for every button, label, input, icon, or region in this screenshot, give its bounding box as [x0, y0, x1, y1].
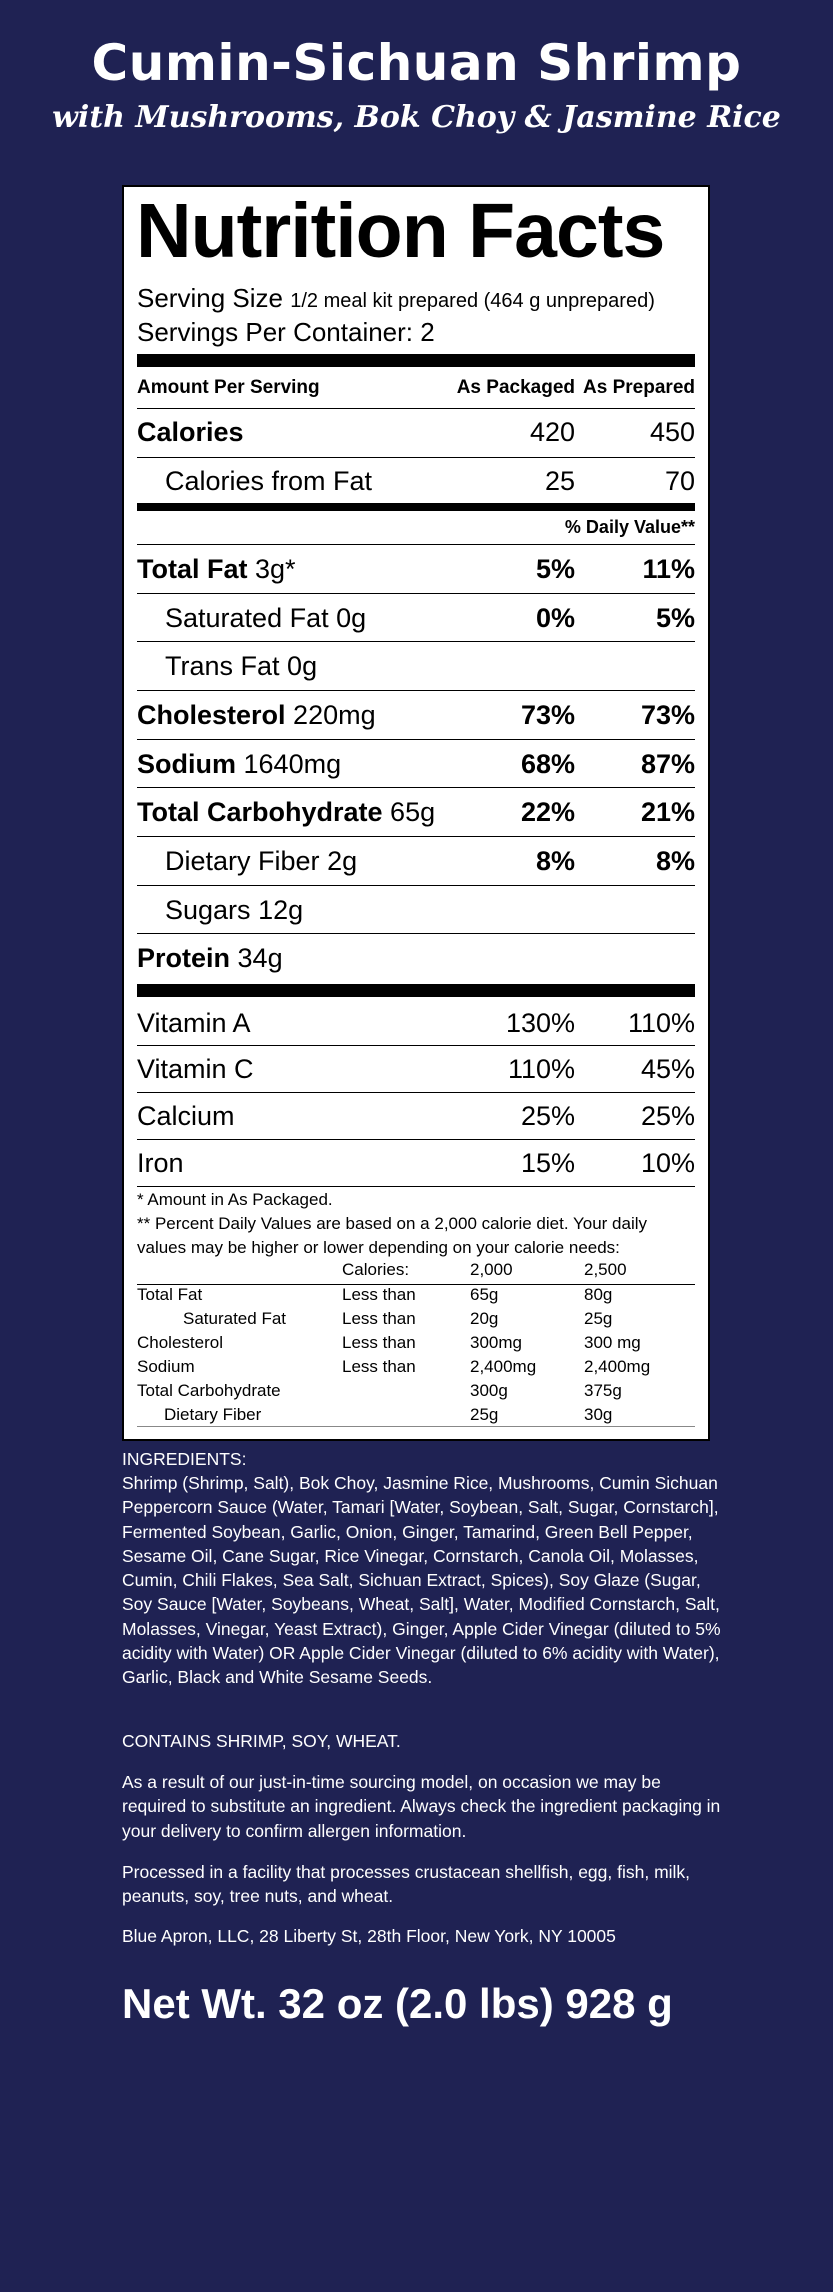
nutrient-amount: 2g — [327, 846, 358, 876]
divider — [137, 885, 695, 886]
nutrient-name: Trans Fat — [165, 651, 280, 681]
dv-table-val-b: 30g — [584, 1405, 613, 1424]
vitamin-prepared: 45% — [640, 1054, 695, 1084]
vitamin-name: Iron — [137, 1148, 184, 1178]
nutrient-dv-packaged: 8% — [535, 846, 575, 876]
dv-table-val-a: 300g — [470, 1381, 508, 1400]
company-address: Blue Apron, LLC, 28 Liberty St, 28th Floor, New York, NY 10005 — [122, 1926, 616, 1946]
nutrient-dv-prepared: 87% — [640, 749, 695, 779]
dv-table-2500: 2,500 — [584, 1260, 627, 1279]
dv-table-val-a: 25g — [470, 1405, 499, 1424]
dv-table-val-b: 375g — [584, 1381, 622, 1400]
vitamin-packaged: 110% — [507, 1054, 575, 1084]
vitamin-name: Vitamin C — [137, 1054, 254, 1084]
dv-table-name: Dietary Fiber — [164, 1405, 262, 1424]
calories-from-fat-packaged: 25 — [544, 466, 575, 496]
dv-table-cond: Less than — [342, 1285, 416, 1304]
divider — [137, 787, 695, 788]
dv-table-val-a: 300mg — [470, 1333, 522, 1352]
nutrient-amount: 3g* — [255, 554, 296, 584]
vitamin-packaged: 130% — [505, 1008, 575, 1038]
dv-table-name: Saturated Fat — [183, 1309, 287, 1328]
product-title: Cumin-Sichuan Shrimp — [91, 34, 742, 92]
nutrient-dv-prepared: 5% — [655, 603, 695, 633]
nutrient-name: Saturated Fat — [165, 603, 329, 633]
divider — [137, 836, 695, 837]
nutrient-name: Total Carbohydrate — [137, 797, 383, 827]
nutrient-dv-packaged: 68% — [520, 749, 575, 779]
nutrient-name: Protein — [137, 943, 231, 973]
calories-label: Calories — [137, 417, 244, 447]
col-as-packaged: As Packaged — [456, 377, 575, 398]
dv-table-val-b: 300 mg — [584, 1333, 641, 1352]
dv-table-row — [137, 1309, 695, 1333]
dv-table-header — [137, 1260, 695, 1284]
divider — [137, 457, 695, 458]
vitamin-packaged: 15% — [520, 1148, 575, 1178]
footnote-amount: * Amount in As Packaged. — [137, 1190, 333, 1209]
dv-table-name: Sodium — [137, 1357, 195, 1376]
dv-table-2000: 2,000 — [470, 1260, 513, 1279]
dv-table-cond: Less than — [342, 1309, 416, 1328]
vitamin-prepared: 10% — [640, 1148, 695, 1178]
ingredients-text: Shrimp (Shrimp, Salt), Bok Choy, Jasmine Rice, Mushrooms, Cumin Sichuan Peppercorn Sauce (Water, Tamari [Water, Soybean, Salt, Sugar, Cornstarch], Fermented Soybean, Garlic, Onion, Ginger, Tamarind, Green Bell Pepper, Sesame Oil, Cane Sugar, Rice Vinegar, Cornstarch, Canola Oil, Molasses, Cumin, Chili Flakes, Sea Salt, Sichuan Extract, Spices), Soy Glaze (Sugar, Soy Sauce [Water, Soybeans, Wheat, Salt], Water, Modified Cornstarch, Salt, Molasses, Vinegar, Yeast Extract), Ginger, Apple Cider Vinegar (diluted to 5% acidity with Water) OR Apple Cider Vinegar (diluted to 6% acidity with Water), Garlic, Black and White Sesame Seeds. — [122, 1473, 721, 1688]
vitamin-prepared: 25% — [640, 1101, 695, 1131]
thick-divider — [137, 984, 695, 997]
amount-per-serving: Amount Per Serving — [137, 377, 320, 398]
nutrient-amount: 220mg — [293, 700, 376, 730]
dv-table-val-b: 2,400mg — [584, 1357, 651, 1376]
nutrient-amount: 12g — [258, 895, 304, 925]
nutrient-name: Cholesterol — [137, 700, 286, 730]
dv-table-val-a: 2,400mg — [470, 1357, 537, 1376]
divider — [137, 1426, 695, 1427]
dv-table-row — [137, 1285, 695, 1309]
dv-table-val-a: 65g — [470, 1285, 499, 1304]
dv-table-cond: Less than — [342, 1357, 416, 1376]
nutrient-name: Sodium — [137, 749, 236, 779]
dv-table-name: Total Fat — [137, 1285, 203, 1304]
nutrient-dv-packaged: 73% — [520, 700, 575, 730]
calories-packaged: 420 — [529, 417, 575, 447]
dv-table-val-b: 80g — [584, 1285, 613, 1304]
calories-from-fat-label: Calories from Fat — [165, 466, 373, 496]
facility-note: Processed in a facility that processes crustacean shellfish, egg, fish, milk, peanuts, soy, tree nuts, and wheat. — [122, 1862, 691, 1907]
divider — [137, 1139, 695, 1140]
divider — [137, 1092, 695, 1093]
dv-table-val-b: 25g — [584, 1309, 613, 1328]
net-weight: Net Wt. 32 oz (2.0 lbs) 928 g — [122, 1980, 673, 2027]
nutrition-facts-heading: Nutrition Facts — [136, 188, 665, 274]
dv-table-row — [137, 1333, 695, 1357]
daily-values-table — [137, 1260, 695, 1429]
vitamin-packaged: 25% — [520, 1101, 575, 1131]
col-as-prepared: As Prepared — [583, 377, 695, 398]
vitamin-name: Vitamin A — [137, 1008, 251, 1038]
nutrient-amount: 65g — [390, 797, 436, 827]
nutrient-amount: 0g — [336, 603, 367, 633]
dv-table-cond: Less than — [342, 1333, 416, 1352]
divider — [137, 593, 695, 594]
thick-divider — [137, 354, 695, 367]
dv-table-row — [137, 1381, 695, 1405]
nutrient-name: Dietary Fiber — [165, 846, 320, 876]
serving-size-value: 1/2 meal kit prepared (464 g unprepared) — [290, 290, 655, 312]
ingredients-heading: INGREDIENTS: — [122, 1449, 247, 1469]
divider — [137, 408, 695, 409]
divider — [137, 641, 695, 642]
divider — [137, 1045, 695, 1046]
nutrition-facts-panel — [122, 185, 710, 1441]
nutrient-dv-prepared: 11% — [642, 554, 695, 584]
divider — [137, 1186, 695, 1187]
vitamin-name: Calcium — [137, 1101, 235, 1131]
divider — [137, 739, 695, 740]
serving-size — [137, 283, 655, 314]
dv-table-name: Cholesterol — [137, 1333, 223, 1352]
footnote-daily-values: ** Percent Daily Values are based on a 2,000 calorie diet. Your daily values may be higher or lower depending on your calorie needs: — [137, 1214, 648, 1257]
medium-divider — [137, 503, 695, 511]
divider — [137, 544, 695, 545]
sourcing-note: As a result of our just-in-time sourcing model, on occasion we may be required to substitute an ingredient. Always check the ingredient packaging in your delivery to confirm allergen information. — [122, 1772, 721, 1841]
nutrient-dv-prepared: 8% — [655, 846, 695, 876]
amount-header — [137, 377, 695, 401]
nutrient-dv-prepared: 73% — [640, 700, 695, 730]
nutrient-name: Total Fat — [137, 554, 248, 584]
nutrient-dv-packaged: 0% — [535, 603, 575, 633]
daily-value-header: % Daily Value** — [564, 517, 695, 537]
dv-table-val-a: 20g — [470, 1309, 499, 1328]
calories-prepared: 450 — [649, 417, 695, 447]
dv-table-calories-label: Calories: — [342, 1260, 410, 1279]
vitamin-prepared: 110% — [627, 1008, 695, 1038]
servings-per-container: Servings Per Container: 2 — [137, 317, 435, 347]
nutrient-amount: 34g — [237, 943, 283, 973]
divider — [137, 690, 695, 691]
product-subtitle: with Mushrooms, Bok Choy & Jasmine Rice — [52, 100, 781, 135]
serving-size-label: Serving Size — [137, 283, 283, 313]
dv-table-row — [137, 1357, 695, 1381]
dv-table-name: Total Carbohydrate — [137, 1381, 281, 1400]
calories-from-fat-prepared: 70 — [664, 466, 695, 496]
nutrient-dv-packaged: 22% — [520, 797, 575, 827]
divider — [137, 933, 695, 934]
nutrient-dv-prepared: 21% — [640, 797, 695, 827]
nutrient-dv-packaged: 5% — [535, 554, 575, 584]
nutrient-amount: 0g — [287, 651, 318, 681]
nutrient-name: Sugars — [165, 895, 251, 925]
nutrient-amount: 1640mg — [243, 749, 342, 779]
allergen-contains: CONTAINS SHRIMP, SOY, WHEAT. — [122, 1731, 401, 1751]
